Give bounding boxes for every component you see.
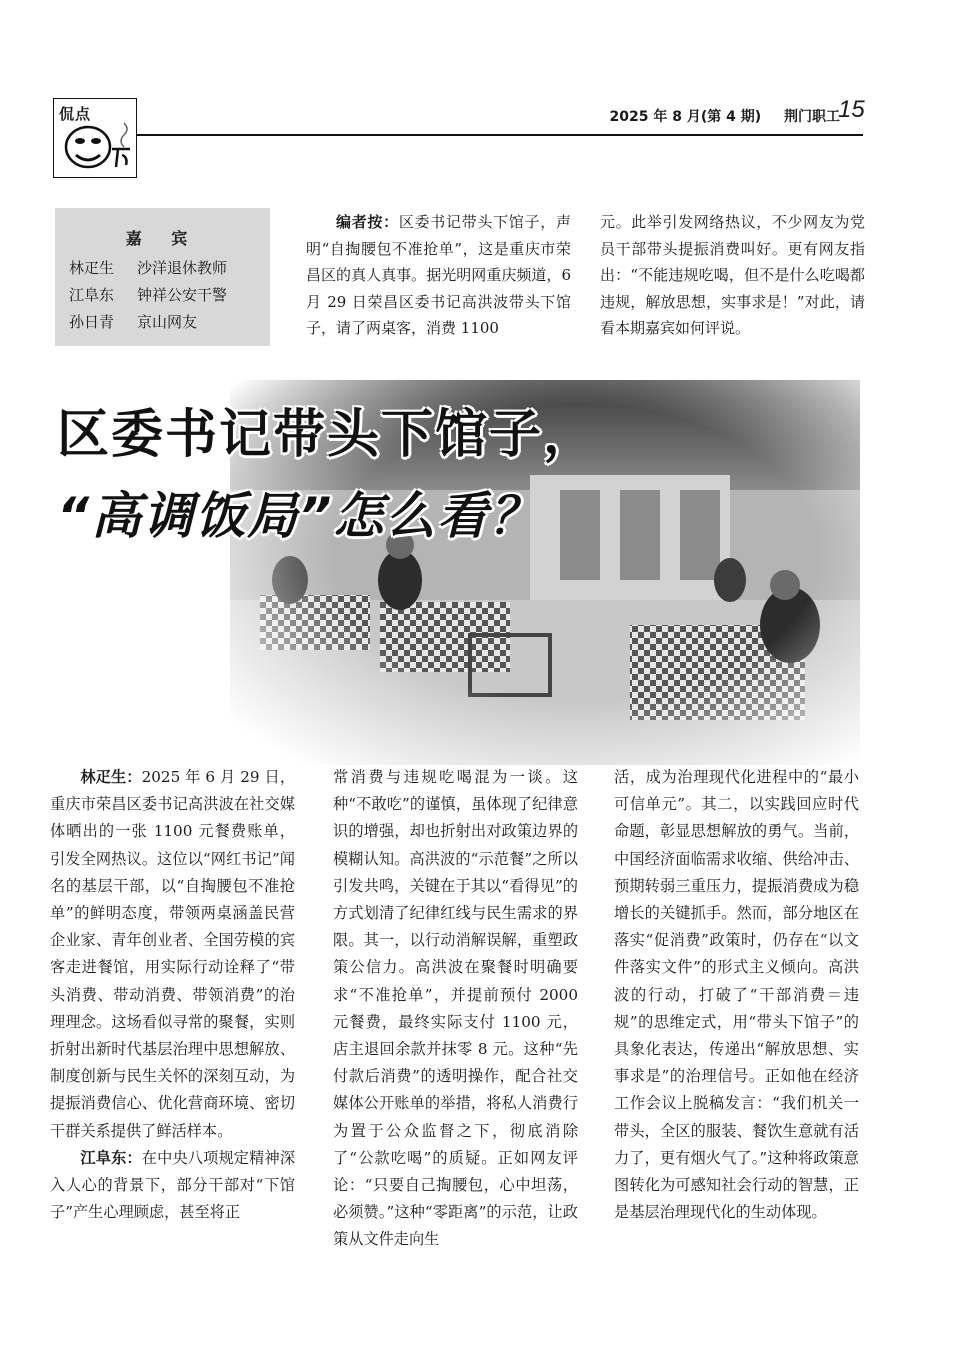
paragraph-text: 活，成为治理现代化进程中的“最小可信单元”。其二，以实践回应时代命题，彰显思想解放的勇气。当前，中国经济面临需求收缩、供给冲击、预期转弱三重压力，提振消费成为稳增长的关键抓手。然而，部分地区在落实“促消费”政策时，仍存在“以文件落实文件”的形式主义倾向。高洪波的行动，打破了“干部消费＝违规”的思维定式，用“带头下馆子”的具象化表达，传递出“解放思想、实事求是”的治理信号。正如他在经济工作会议上脱稿发言：“我们机关一带头，全区的服装、餐饮生意就有活力了，更有烟火气了。”这种将政策意图转化为可感知社会行动的智慧，正是基层治理现代化的生动体现。	[614, 768, 859, 1222]
smiling-face-icon	[58, 119, 136, 175]
guest-role: 沙洋退休教师	[137, 259, 228, 277]
guest-role: 钟祥公安干警	[137, 286, 228, 304]
paragraph-text: 在中央八项规定精神深入人心的背景下，部分干部对“下馆子”产生心理顾虑，甚至将正	[50, 1148, 296, 1222]
guest-role: 京山网友	[137, 313, 198, 331]
guest-row	[69, 282, 256, 309]
editor-note-col2: 元。此举引发网络热议，不少网友为党员干部带头提振消费叫好。更有网友指出：“不能违规吃喝，但不是什么吃喝都违规，解放思想，实事求是！”对此，请看本期嘉宾如何评说。	[600, 213, 865, 337]
guest-name: 江阜东	[69, 286, 115, 304]
speaker-name: 林疋生：	[80, 768, 142, 786]
guest-row	[69, 309, 256, 336]
page-number: 15	[838, 96, 865, 123]
paragraph-text: 2025 年 6 月 29 日，重庆市荣昌区委书记高洪波在社交媒体晒出的一张 1100 元餐费账单，引发全网热议。这位以“网红书记”闻名的基层干部，以“自掏腰包不准抢单”的鲜明态度，带领两桌涵盖民营企业家、青年创业者、全国劳模的宾客走进餐馆，用实际行动诠释了“带头消费、带动消费、带领消费”的治理理念。这场看似寻常的聚餐，实则折射出新时代基层治理中思想解放、制度创新与民生关怀的深刻互动，为提振消费信心、优化营商环境、密切干群关系提供了鲜活样本。	[50, 768, 296, 1140]
guest-name: 林疋生	[69, 259, 115, 277]
body-column-3	[614, 764, 859, 1226]
header-info	[592, 106, 841, 126]
editor-note-text: 区委书记带头下馆子，声明“自掏腰包不准抢单”，这是重庆市荣昌区的真人真事。据光明网重庆频道，6 月 29 日荣昌区委书记高洪波带头下馆子，请了两桌客，消费 1100	[306, 213, 571, 337]
column-logo	[53, 98, 137, 178]
article-title-line2: “高调饭局”怎么看？	[57, 487, 542, 545]
guest-box	[55, 208, 270, 346]
guest-row	[69, 255, 256, 282]
paragraph	[50, 1145, 295, 1227]
issue-date: 2025 年 8 月(第 4 期)	[609, 109, 762, 125]
logo-text: 侃点	[59, 105, 92, 123]
editor-note-lead: 编者按：	[336, 213, 399, 231]
magazine-name: 荆门职工	[784, 109, 840, 125]
editor-note-col1	[306, 209, 571, 342]
body-column-2	[333, 764, 578, 1254]
speaker-name: 江阜东：	[80, 1148, 142, 1167]
body-column-1	[50, 764, 295, 1226]
paragraph	[50, 764, 295, 1145]
paragraph-text: 常消费与违规吃喝混为一谈。这种“不敢吃”的谨慎，虽体现了纪律意识的增强，却也折射出对政策边界的模糊认知。高洪波的“示范餐”之所以引发共鸣，关键在于其以“看得见”的方式划清了纪律红线与民生需求的界限。其一，以行动消解误解，重塑政策公信力。高洪波在聚餐时明确要求“不准抢单”，并提前预付 2000 元餐费，最终实际支付 1100 元，店主退回余款并抹零 8 元。这种“先付款后消费”的透明操作，配合社交媒体公开账单的举措，将私人消费行为置于公众监督之下，彻底消除了“公款吃喝”的质疑。正如网友评论：“只要自己掏腰包，心中坦荡，必须赞。”这种“零距离”的示范，让政策从文件走向生	[333, 768, 578, 1249]
guest-title: 嘉 宾	[125, 229, 200, 248]
article-title-line1: 区委书记带头下馆子，	[57, 405, 598, 465]
guest-name: 孙日青	[69, 313, 115, 331]
header-rule	[137, 134, 863, 136]
